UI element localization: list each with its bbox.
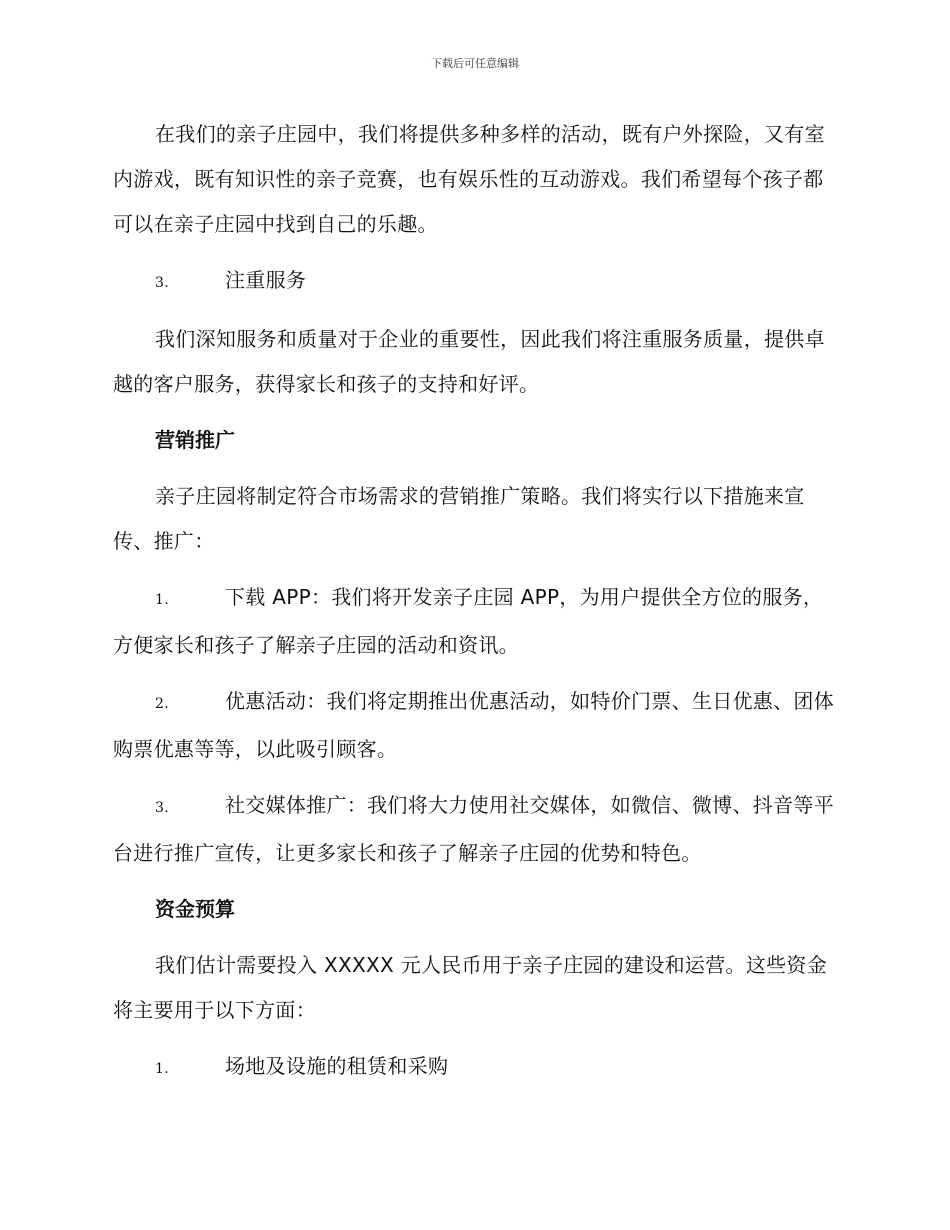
list-item-marketing-3 xyxy=(113,783,835,876)
paragraph-service: 我们深知服务和质量对于企业的重要性，因此我们将注重服务质量，提供卓越的客户服务，获得家长和孩子的支持和好评。 xyxy=(113,327,825,396)
list-item-text: 优惠活动：我们将定期推出优惠活动，如特价门票、生日优惠、团体购票优惠等等，以此吸引顾客。 xyxy=(113,689,834,761)
paragraph-activities: 在我们的亲子庄园中，我们将提供多种多样的活动，既有户外探险，又有室内游戏，既有知识性的亲子竞赛，也有娱乐性的互动游戏。我们希望每个孩子都可以在亲子庄园中找到自己的乐趣。 xyxy=(113,122,825,236)
heading-budget: 资金预算 xyxy=(155,897,235,921)
list-item-text: 场地及设施的租赁和采购 xyxy=(225,1054,449,1078)
list-item-budget-1 xyxy=(113,1044,835,1092)
list-item-marketing-2 xyxy=(113,679,835,772)
list-number: 3. xyxy=(155,800,169,816)
list-number: 2. xyxy=(155,696,169,712)
paragraph-budget: 我们估计需要投入 XXXXX 元人民币用于亲子庄园的建设和运营。这些资金将主要用于以下方面： xyxy=(113,953,828,1022)
list-number: 3. xyxy=(155,275,169,291)
list-item-marketing-1 xyxy=(113,575,835,668)
page-header: 下载后可任意编辑 xyxy=(431,57,519,70)
document-body xyxy=(113,112,835,1103)
paragraph-marketing-intro: 亲子庄园将制定符合市场需求的营销推广策略。我们将实行以下措施来宣传、推广： xyxy=(113,484,805,553)
list-item-text: 注重服务 xyxy=(225,268,307,292)
list-item-text: 下载 APP：我们将开发亲子庄园 APP，为用户提供全方位的服务，方便家长和孩子了解亲子庄园的活动和资讯。 xyxy=(113,585,824,657)
list-item-service xyxy=(113,258,835,306)
list-number: 1. xyxy=(155,1061,169,1077)
heading-marketing: 营销推广 xyxy=(155,428,235,452)
list-item-text: 社交媒体推广：我们将大力使用社交媒体，如微信、微博、抖音等平台进行推广宣传，让更多家长和孩子了解亲子庄园的优势和特色。 xyxy=(113,793,834,865)
list-number: 1. xyxy=(155,592,169,608)
